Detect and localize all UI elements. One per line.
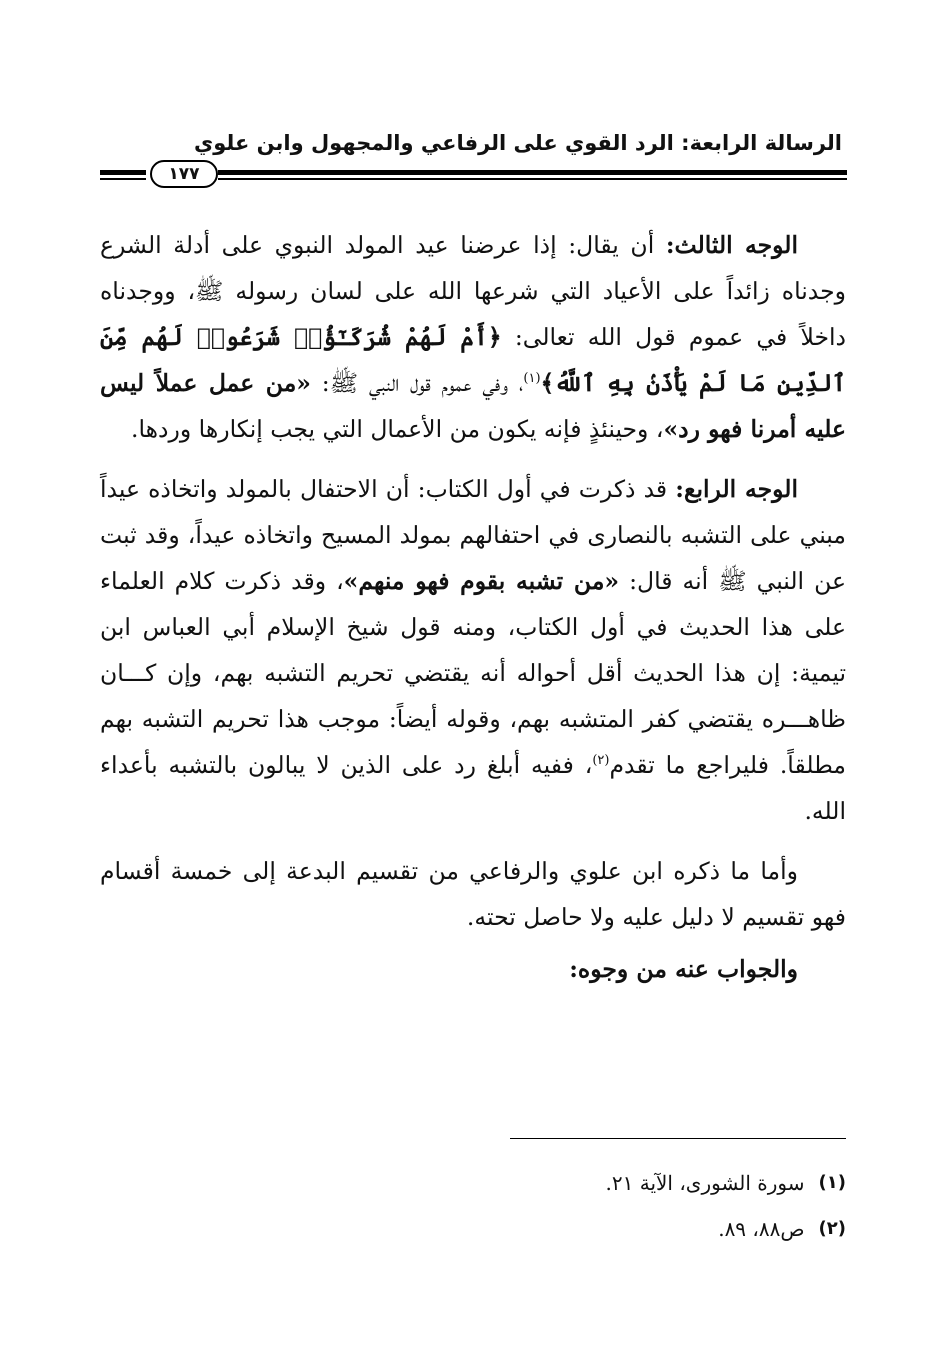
page-number: ١٧٧ xyxy=(150,160,218,188)
header-rule-right xyxy=(218,170,847,175)
paragraph-third-aspect xyxy=(100,222,846,452)
paragraph-lead: الوجه الثالث: xyxy=(665,231,798,259)
paragraph-fourth-aspect xyxy=(100,466,846,834)
footnotes xyxy=(100,1160,846,1252)
paragraph-lead: والجواب عنه من وجوه: xyxy=(569,955,798,983)
header-rule-left xyxy=(100,170,146,175)
running-head-title: الرسالة الرابعة: الرد القوي على الرفاعي والمجهول وابن علوي xyxy=(193,131,842,155)
body-text xyxy=(100,222,846,1006)
footnote-number: (١) xyxy=(818,1172,846,1193)
header-rule xyxy=(100,160,847,188)
paragraph-answer-intro xyxy=(100,946,846,992)
paragraph-text: أن يقال: إذا عرضنا عيد المولد النبوي على أدلة الشرع وجدناه زائداً على الأعياد التي شرعها الله على لسان رسوله ﷺ، ووجدناه داخلاً في عموم قول الله تعالى: xyxy=(100,231,846,351)
footnote-number: (٢) xyxy=(818,1218,846,1239)
paragraph-text: ، وفي عموم قول النبي ﷺ: xyxy=(310,369,524,397)
paragraph-bidah-division: وأما ما ذكره ابن علوي والرفاعي من تقسيم البدعة إلى خمسة أقسام فهو تقسيم لا دليل عليه ولا حاصل تحته. xyxy=(100,857,846,931)
footnote-separator xyxy=(510,1138,846,1139)
paragraph-text: ، وحينئذٍ فإنه يكون من الأعمال التي يجب إنكارها وردها. xyxy=(131,415,664,443)
footnote-text: سورة الشورى، الآية ٢١. xyxy=(605,1171,805,1195)
paragraph-text: ، وقد ذكرت كلام العلماء على هذا الحديث في أول الكتاب، ومنه قول شيخ الإسلام أبي العباس ابن تيمية: إن هذا الحديث أقل أحواله أنه يقتضي تحريم التشبه بهم، وإن كـــان ظاهـــره يقتضي كفر المتشبه بهم، وقوله أيضاً: موجب هذا تحريم التشبه بهم مطلقاً. فليراجع ما تقدم xyxy=(100,567,846,779)
paragraph-lead: الوجه الرابع: xyxy=(675,475,798,503)
footnote-item xyxy=(100,1160,846,1206)
footnote-marker: (١) xyxy=(523,371,541,387)
footnote-marker: (٢) xyxy=(592,753,610,769)
footnote-text: ص٨٨، ٨٩. xyxy=(718,1217,805,1241)
hadith-quote: «من عمل عملاً ليس عليه أمرنا فهو رد» xyxy=(100,369,846,443)
hadith-quote: «من تشبه بقوم فهو منهم» xyxy=(343,567,620,595)
quran-verse: ﴿أَمْ لَهُمْ شُرَكَـٰٓؤُا۟ شَرَعُوا۟ لَهُم مِّنَ ٱلدِّينِ مَا لَمْ يَأْذَنۢ بِهِ ٱللَّهُ﴾ xyxy=(100,323,846,397)
paragraph-text: قد ذكرت في أول الكتاب: أن الاحتفال بالمولد واتخاذه عيداً مبني على التشبه بالنصارى في احتفالهم بمولد المسيح واتخاذه عيداً، وقد ثبت عن النبي ﷺ أنه قال: xyxy=(100,475,846,595)
footnote-item xyxy=(100,1206,846,1252)
paragraph-text: ، ففيه أبلغ رد على الذين لا يبالون بالتشبه بأعداء الله. xyxy=(100,751,846,825)
